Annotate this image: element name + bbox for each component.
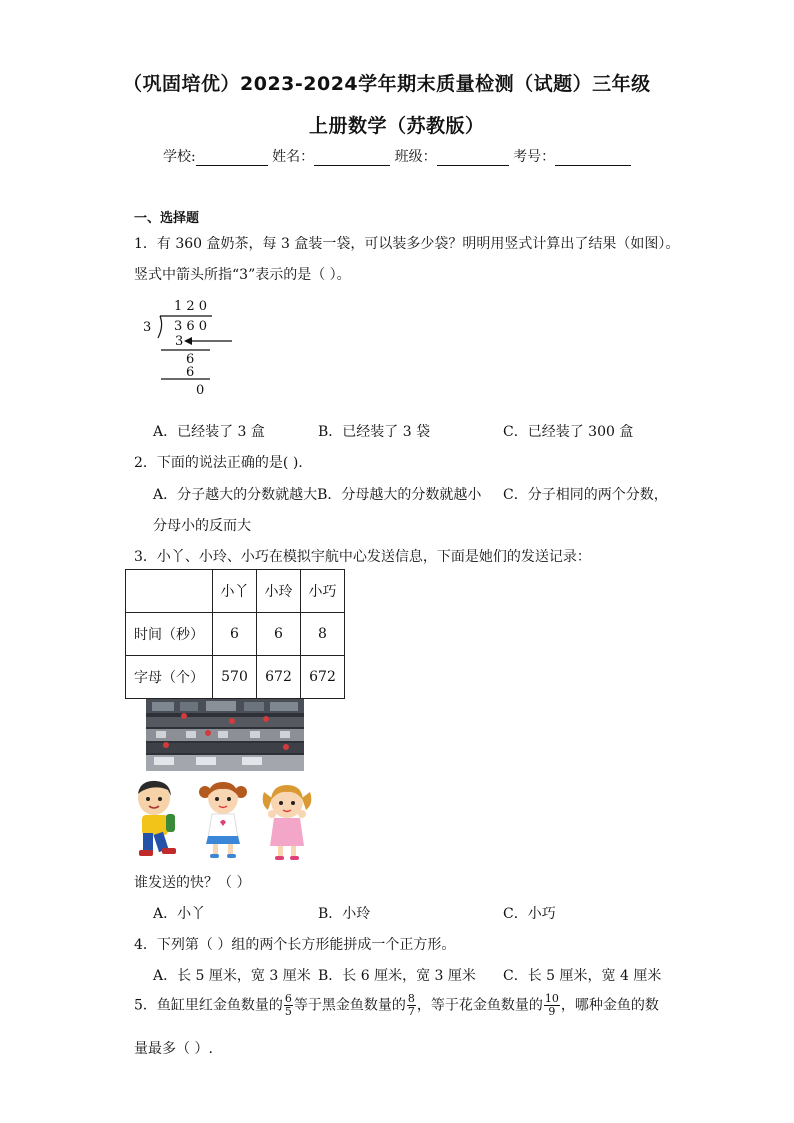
fraction-numerator: 6 — [284, 992, 292, 1005]
q1-stem-line1: 1．有 360 盒奶茶，每 3 盒装一袋，可以装多少袋？明明用竖式计算出了结果（如图）。 — [134, 236, 680, 252]
q1-option-b[interactable]: B．已经装了 3 袋 — [318, 424, 431, 440]
q5-text-1: 5．鱼缸里红金鱼数量的 — [134, 997, 283, 1014]
long-division-figure — [140, 298, 250, 402]
q3-stem: 3．小丫、小玲、小巧在模拟宇航中心发送信息，下面是她们的发送记录： — [134, 549, 591, 565]
table-cell: 672 — [301, 656, 345, 699]
table-row — [126, 656, 345, 699]
q4-stem: 4．下列第（ ）组的两个长方形能拼成一个正方形。 — [134, 937, 456, 953]
page-title-line1: （巩固培优）2023-2024学年期末质量检测（试题）三年级 — [123, 73, 651, 95]
division-dividend: 3 6 0 — [174, 319, 208, 334]
fraction-8-7 — [407, 993, 416, 1018]
division-step2: 6 — [186, 352, 195, 367]
q3-option-a[interactable]: A．小丫 — [153, 906, 206, 922]
fraction-6-5 — [284, 993, 293, 1018]
student-info-line — [163, 146, 631, 166]
q5-text-4: ，哪种金鱼的数 — [560, 997, 659, 1014]
table-header-cell — [126, 570, 213, 613]
fraction-numerator: 8 — [407, 992, 415, 1005]
q3-option-b[interactable]: B．小玲 — [318, 906, 371, 922]
q5-stem-line1 — [134, 993, 659, 1018]
boy-illustration — [130, 778, 182, 860]
q2-stem: 2．下面的说法正确的是( ). — [134, 455, 303, 471]
fraction-denominator: 9 — [548, 1005, 556, 1018]
mission-control-illustration — [146, 699, 304, 771]
table-cell: 字母（个） — [126, 656, 213, 699]
table-cell: 时间（秒） — [126, 613, 213, 656]
q2-option-ab[interactable]: A．分子越大的分数就越大B．分母越大的分数就越小 — [153, 487, 482, 503]
name-blank[interactable] — [314, 151, 390, 166]
arrow-icon — [184, 336, 234, 346]
q3-option-c[interactable]: C．小巧 — [503, 906, 556, 922]
sending-record-table — [125, 569, 345, 699]
division-bracket-lines — [140, 298, 250, 402]
school-blank[interactable] — [196, 151, 268, 166]
class-blank[interactable] — [437, 151, 509, 166]
fraction-denominator: 7 — [407, 1005, 415, 1018]
table-header-row — [126, 570, 345, 613]
q1-option-c[interactable]: C．已经装了 300 盒 — [503, 424, 634, 440]
division-quotient: 1 2 0 — [174, 299, 208, 314]
q2-option-c-cont: 分母小的反而大 — [153, 518, 251, 534]
table-cell: 6 — [213, 613, 257, 656]
table-row — [126, 613, 345, 656]
fraction-numerator: 10 — [544, 992, 559, 1005]
table-header-cell: 小丫 — [213, 570, 257, 613]
name-label: 姓名： — [272, 149, 315, 165]
table-header-cell: 小玲 — [257, 570, 301, 613]
division-divisor: 3 — [143, 320, 152, 335]
table-cell: 570 — [213, 656, 257, 699]
class-label: 班级： — [394, 149, 437, 165]
table-cell: 6 — [257, 613, 301, 656]
page-title-line2: 上册数学（苏教版） — [309, 115, 485, 137]
table-cell: 672 — [257, 656, 301, 699]
q3-question: 谁发送的快？（ ） — [134, 875, 251, 891]
q5-text-2: 等于黑金鱼数量的 — [293, 997, 406, 1014]
q2-option-c[interactable]: C．分子相同的两个分数， — [503, 487, 668, 503]
q4-option-a[interactable]: A．长 5 厘米，宽 3 厘米 — [153, 968, 311, 984]
division-remainder: 0 — [196, 383, 205, 398]
mission-control-photo — [146, 699, 304, 771]
fraction-10-9 — [544, 993, 560, 1018]
q1-stem-line2: 竖式中箭头所指“3”表示的是（ ）。 — [134, 267, 351, 283]
q4-option-c[interactable]: C．长 5 厘米，宽 4 厘米 — [503, 968, 662, 984]
division-step1: 3 — [175, 334, 184, 349]
number-blank[interactable] — [555, 151, 631, 166]
q5-stem-line2: 量最多（ ）. — [134, 1041, 213, 1057]
girl-illustration-2 — [260, 782, 314, 862]
q4-option-b[interactable]: B．长 6 厘米，宽 3 厘米 — [318, 968, 476, 984]
table-cell: 8 — [301, 613, 345, 656]
number-label: 考号： — [513, 149, 556, 165]
girl-illustration-1 — [198, 778, 248, 860]
q1-option-a[interactable]: A．已经装了 3 盒 — [153, 424, 265, 440]
section-heading: 一、选择题 — [134, 211, 200, 226]
school-label: 学校: — [163, 149, 196, 165]
table-header-cell: 小巧 — [301, 570, 345, 613]
fraction-denominator: 5 — [284, 1005, 292, 1018]
division-step3: 6 — [186, 365, 195, 380]
q5-text-3: ，等于花金鱼数量的 — [416, 997, 543, 1014]
